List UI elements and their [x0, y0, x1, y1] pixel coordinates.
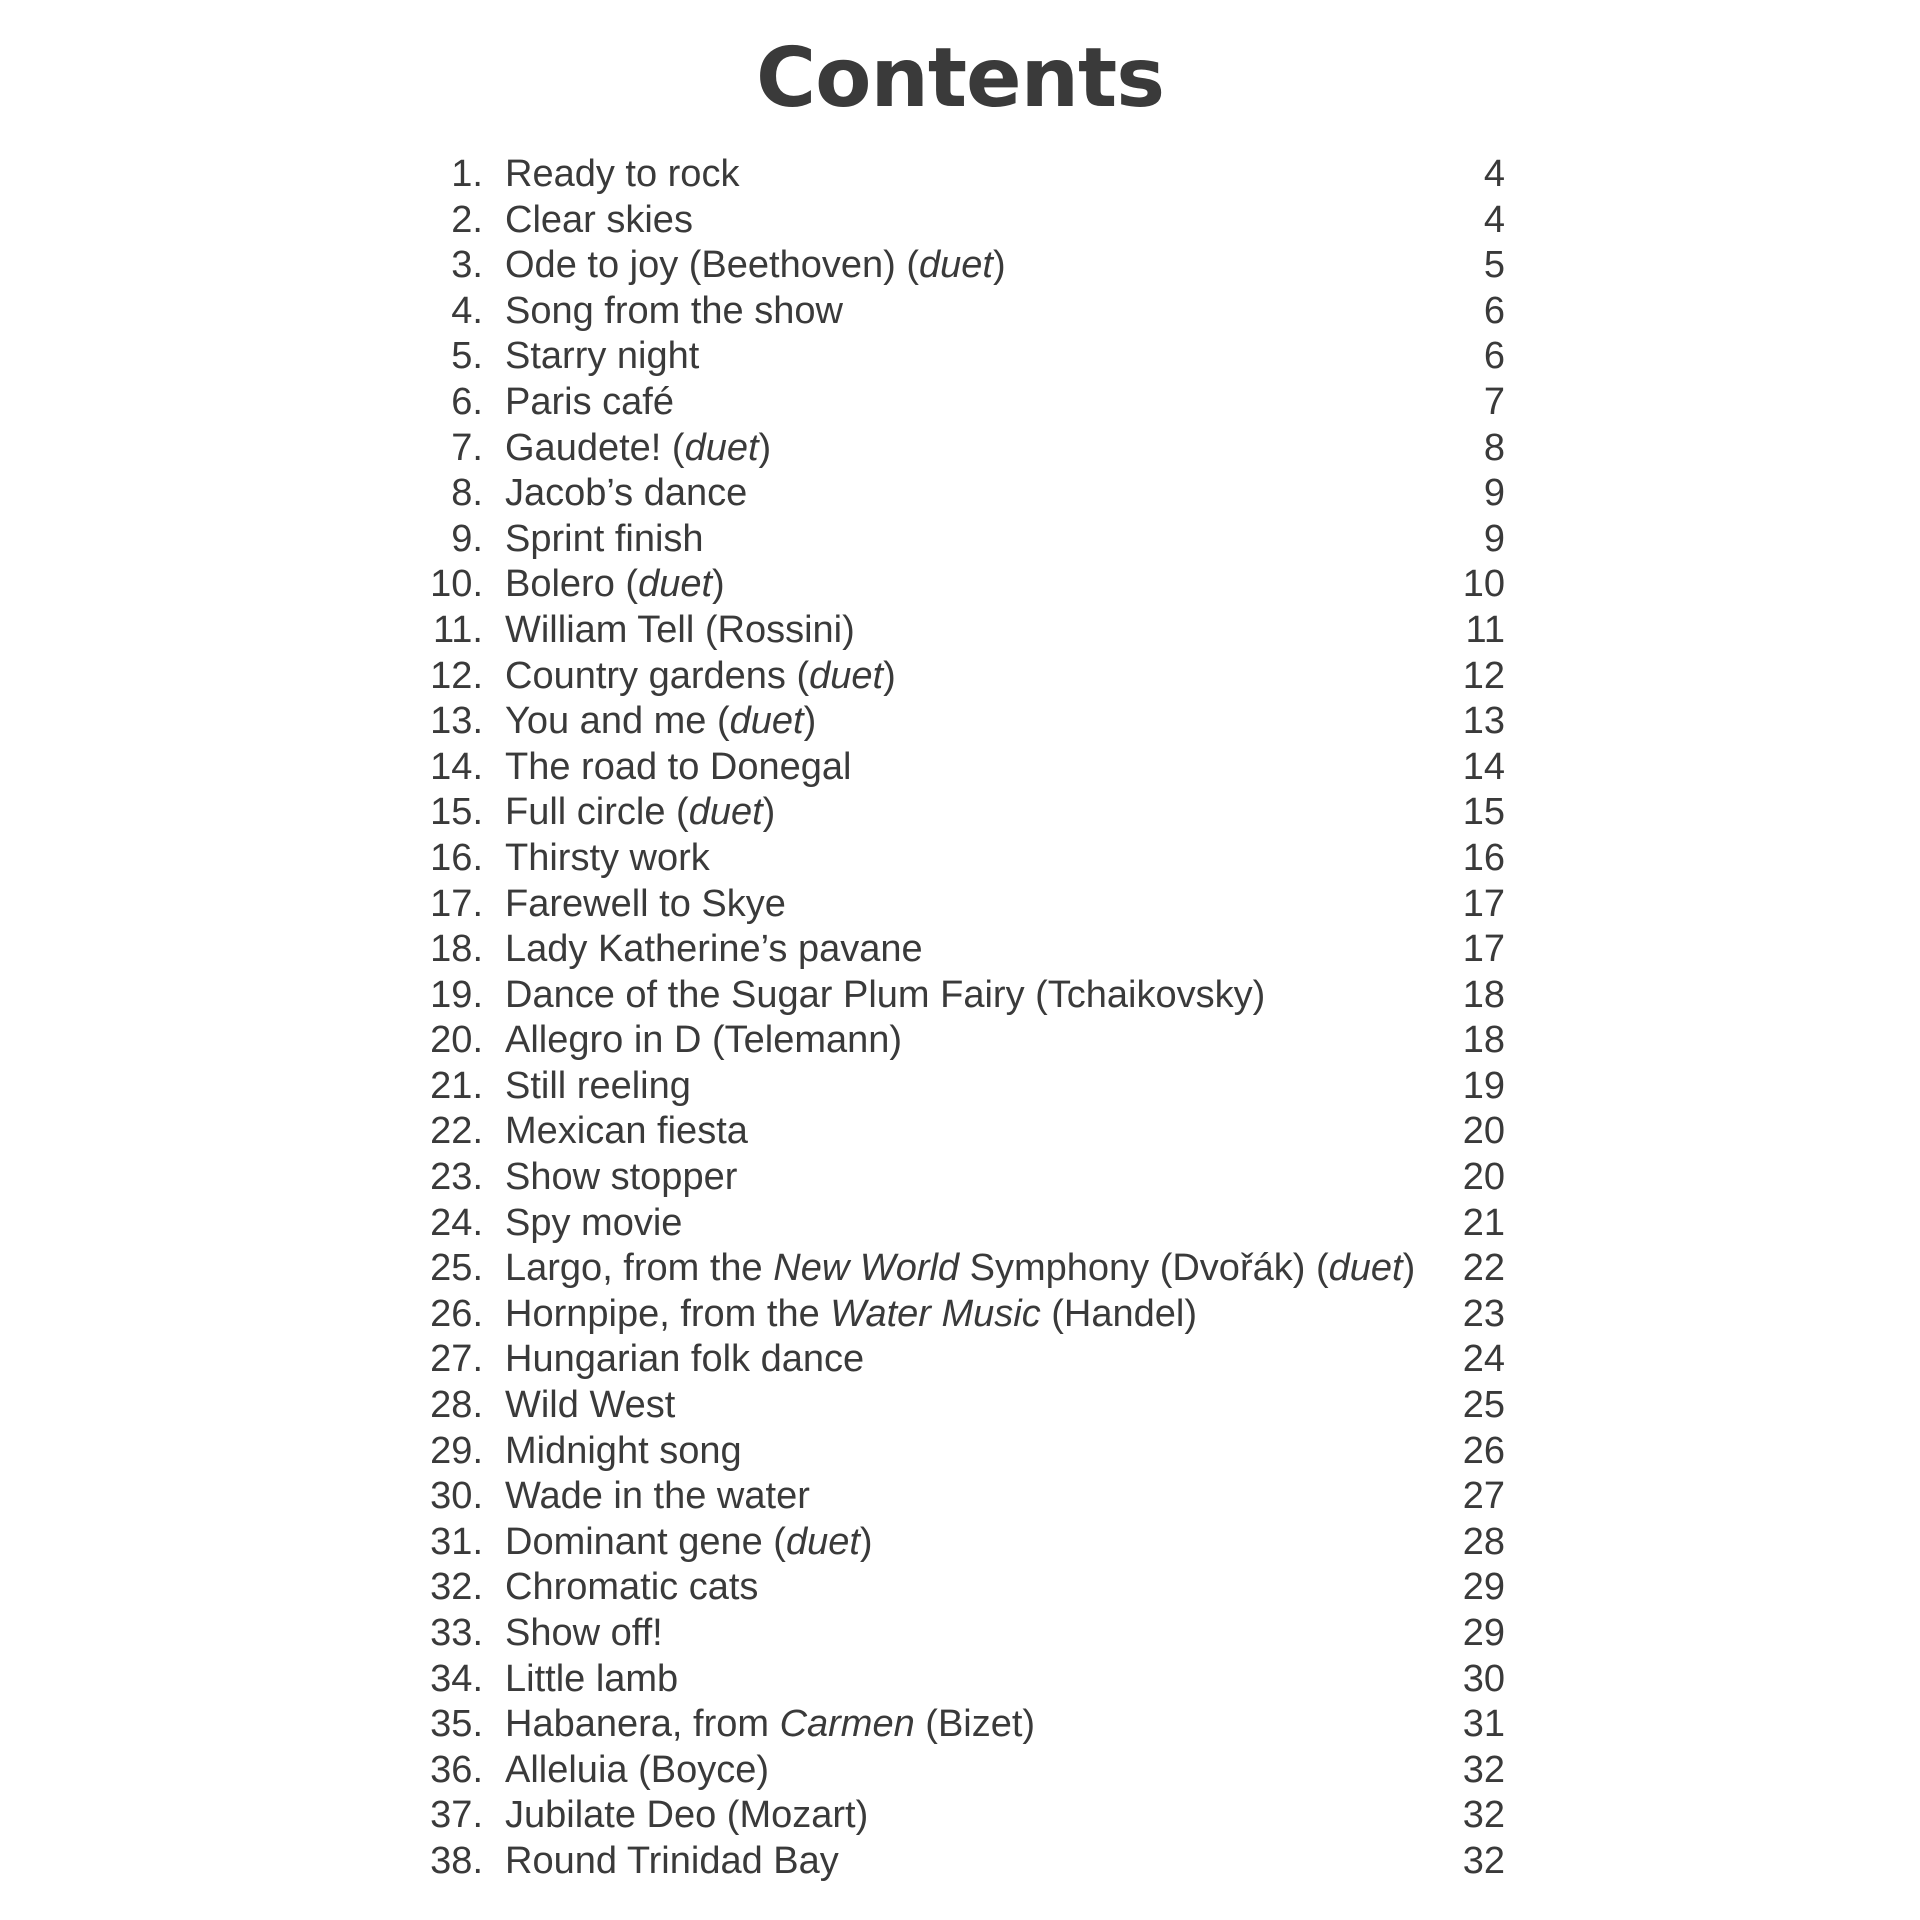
- entry-title-text: Mexican fiesta: [505, 1110, 748, 1153]
- entry-title: [505, 836, 710, 882]
- entry-page-number: 31: [1462, 1703, 1505, 1746]
- toc-entry: [425, 471, 1505, 517]
- entry-title-italic: Water Music: [830, 1292, 1041, 1335]
- toc-entry: [425, 1702, 1505, 1748]
- entry-number: 37.: [430, 1794, 483, 1837]
- entry-title-italic: Carmen: [779, 1703, 915, 1746]
- entry-number: 15.: [430, 791, 483, 834]
- entry-page-number: 18: [1462, 1019, 1505, 1062]
- entry-number: 7.: [451, 426, 483, 469]
- entry-title-text: Ode to joy (Beethoven) (: [505, 244, 919, 287]
- entry-page-number: 4: [1483, 198, 1505, 241]
- toc-entry: [425, 1839, 1505, 1885]
- entry-title: [505, 1109, 748, 1155]
- toc-entry: [425, 790, 1505, 836]
- entry-title: [505, 198, 693, 244]
- entry-title-text: Wade in the water: [505, 1475, 810, 1518]
- entry-title: [505, 973, 1265, 1019]
- toc-entry: [425, 1748, 1505, 1794]
- toc-entry: [425, 1337, 1505, 1383]
- entry-title-text: ): [803, 700, 817, 743]
- toc-entry: [425, 699, 1505, 745]
- entry-title-text: Largo, from the: [505, 1247, 774, 1290]
- entry-title: [505, 790, 775, 836]
- entry-page-number: 27: [1462, 1475, 1505, 1518]
- entry-title: [505, 1657, 678, 1703]
- entry-title-text: Paris café: [505, 380, 674, 423]
- entry-page-number: 32: [1462, 1794, 1505, 1837]
- entry-title-italic: duet: [684, 426, 759, 469]
- toc-entry: [425, 426, 1505, 472]
- entry-number: 11.: [432, 608, 483, 651]
- toc-entry: [425, 1064, 1505, 1110]
- entry-title-text: Still reeling: [505, 1064, 691, 1107]
- entry-page-number: 24: [1462, 1338, 1505, 1381]
- entry-page-number: 23: [1462, 1292, 1505, 1335]
- toc-entry: [425, 243, 1505, 289]
- entry-title-text: ): [859, 1520, 873, 1563]
- entry-title-text: Gaudete! (: [505, 426, 685, 469]
- entry-title: [505, 1839, 839, 1885]
- entry-number: 32.: [430, 1566, 483, 1609]
- entry-title: [505, 243, 1006, 289]
- entry-page-number: 20: [1462, 1156, 1505, 1199]
- entry-page-number: 15: [1462, 791, 1505, 834]
- entry-page-number: 17: [1462, 882, 1505, 925]
- entry-title-italic: duet: [809, 654, 884, 697]
- toc-entry: [425, 1565, 1505, 1611]
- entry-title-italic: duet: [688, 791, 763, 834]
- toc-entry: [425, 608, 1505, 654]
- entry-page-number: 29: [1462, 1566, 1505, 1609]
- entry-number: 14.: [430, 745, 483, 788]
- toc-entry: [425, 1292, 1505, 1338]
- entry-title: [505, 380, 674, 426]
- entry-title-text: Show stopper: [505, 1156, 738, 1199]
- entry-title-text: Hungarian folk dance: [505, 1338, 865, 1381]
- toc-entry: [425, 654, 1505, 700]
- entry-title-text: Farewell to Skye: [505, 882, 786, 925]
- entry-number: 27.: [430, 1338, 483, 1381]
- entry-page-number: 30: [1462, 1657, 1505, 1700]
- entry-page-number: 6: [1483, 335, 1505, 378]
- entry-title: [505, 1565, 758, 1611]
- entry-page-number: 14: [1462, 745, 1505, 788]
- entry-title-text: Spy movie: [505, 1201, 683, 1244]
- entry-title-text: You and me (: [505, 700, 730, 743]
- entry-title-text: Hornpipe, from the: [505, 1292, 831, 1335]
- entry-title-text: Show off!: [505, 1612, 663, 1654]
- entry-title-text: Habanera, from: [505, 1703, 780, 1746]
- entry-page-number: 32: [1462, 1839, 1505, 1882]
- entry-title: [505, 1611, 663, 1657]
- entry-title-text: Allegro in D (Telemann): [505, 1019, 903, 1062]
- entry-title-text: Dominant gene (: [505, 1520, 786, 1563]
- entry-page-number: 8: [1483, 426, 1505, 469]
- entry-title: [505, 1337, 864, 1383]
- entry-title: [505, 745, 851, 791]
- entry-page-number: 29: [1462, 1612, 1505, 1654]
- entry-title: [505, 1520, 873, 1566]
- toc-entry: [425, 152, 1505, 198]
- entry-title-text: Wild West: [505, 1384, 676, 1427]
- entry-number: 28.: [430, 1384, 483, 1427]
- entry-title-text: Bolero (: [505, 563, 639, 606]
- entry-page-number: 9: [1483, 472, 1505, 515]
- entry-title-text: ): [712, 563, 725, 606]
- entry-page-number: 19: [1462, 1064, 1505, 1107]
- entry-page-number: 28: [1462, 1520, 1505, 1563]
- entry-title-italic: New World: [773, 1247, 960, 1290]
- entry-title-text: Little lamb: [505, 1657, 679, 1700]
- entry-title-text: Full circle (: [505, 791, 689, 834]
- toc-entry: [425, 973, 1505, 1019]
- entry-number: 3.: [451, 244, 483, 287]
- toc-entry: [425, 1109, 1505, 1155]
- entry-title-text: (Bizet): [914, 1703, 1036, 1746]
- entry-title-text: Clear skies: [505, 198, 693, 241]
- entry-number: 8.: [451, 472, 483, 515]
- entry-title: [505, 1201, 682, 1247]
- toc-entry: [425, 1520, 1505, 1566]
- toc-entry: [425, 198, 1505, 244]
- entry-number: 18.: [430, 928, 483, 971]
- entry-page-number: 20: [1462, 1110, 1505, 1153]
- entry-page-number: 17: [1462, 928, 1505, 971]
- entry-number: 36.: [430, 1748, 483, 1791]
- entry-number: 9.: [451, 517, 483, 560]
- entry-number: 22.: [430, 1110, 483, 1153]
- entry-page-number: 9: [1483, 517, 1505, 560]
- entry-title: [505, 1292, 1197, 1338]
- entry-number: 20.: [430, 1019, 483, 1062]
- toc-entry: [425, 836, 1505, 882]
- toc-entry: [425, 1155, 1505, 1201]
- entry-page-number: 6: [1483, 289, 1505, 332]
- entry-title: [505, 699, 816, 745]
- toc-entry: [425, 1201, 1505, 1247]
- entry-number: 29.: [430, 1429, 483, 1472]
- entry-title-text: Chromatic cats: [505, 1566, 759, 1609]
- entry-title: [505, 1793, 868, 1839]
- toc-entry: [425, 1474, 1505, 1520]
- entry-title: [505, 1474, 810, 1520]
- toc-entry: [425, 1429, 1505, 1475]
- entry-page-number: 12: [1462, 654, 1505, 697]
- entry-title: [505, 426, 771, 472]
- entry-number: 1.: [451, 153, 483, 195]
- entry-number: 34.: [430, 1657, 483, 1700]
- entry-number: 38.: [430, 1839, 483, 1882]
- entry-title-text: Starry night: [505, 335, 700, 378]
- entry-page-number: 25: [1462, 1384, 1505, 1427]
- entry-title: [505, 1429, 742, 1475]
- toc-entry: [425, 380, 1505, 426]
- entry-title-text: (Handel): [1040, 1292, 1198, 1335]
- toc-entry: [425, 927, 1505, 973]
- entry-title: [505, 1383, 675, 1429]
- toc-entry: [425, 1657, 1505, 1703]
- toc-entry: [425, 562, 1505, 608]
- entry-title-text: Jubilate Deo (Mozart): [505, 1794, 869, 1837]
- entry-number: 13.: [430, 700, 483, 743]
- entry-title-text: ): [1402, 1247, 1416, 1290]
- contents-list: [425, 152, 1505, 1885]
- entry-number: 24.: [430, 1201, 483, 1244]
- entry-number: 26.: [430, 1292, 483, 1335]
- entry-number: 23.: [430, 1156, 483, 1199]
- toc-entry: [425, 1793, 1505, 1839]
- entry-title-text: Lady Katherine’s pavane: [505, 928, 923, 971]
- entry-page-number: 13: [1462, 700, 1505, 743]
- entry-title-italic: duet: [729, 700, 804, 743]
- entry-title-text: Midnight song: [505, 1429, 742, 1472]
- toc-entry: [425, 882, 1505, 928]
- entry-title: [505, 517, 704, 563]
- toc-entry: [425, 334, 1505, 380]
- toc-entry: [425, 517, 1505, 563]
- entry-title-text: Song from the show: [505, 289, 843, 332]
- entry-page-number: 10: [1462, 563, 1505, 606]
- entry-page-number: 16: [1462, 836, 1505, 879]
- toc-entry: [425, 745, 1505, 791]
- entry-number: 31.: [430, 1520, 483, 1563]
- entry-title-italic: duet: [785, 1520, 860, 1563]
- entry-page-number: 26: [1462, 1429, 1505, 1472]
- entry-title-text: Symphony (Dvořák) (: [959, 1247, 1329, 1290]
- entry-page-number: 11: [1465, 608, 1505, 651]
- entry-title: [505, 927, 923, 973]
- entry-title-text: ): [762, 791, 776, 834]
- entry-number: 19.: [430, 973, 483, 1016]
- entry-number: 4.: [451, 289, 483, 332]
- entry-title-italic: duet: [1328, 1247, 1403, 1290]
- entry-page-number: 4: [1483, 153, 1505, 195]
- entry-title: [505, 654, 896, 700]
- entry-title: [505, 471, 747, 517]
- entry-title-italic: duet: [919, 244, 993, 287]
- entry-title-text: Thirsty work: [505, 836, 710, 879]
- entry-page-number: 18: [1462, 973, 1505, 1016]
- entry-title: [505, 1246, 1415, 1292]
- entry-number: 5.: [451, 335, 483, 378]
- entry-title: [505, 882, 786, 928]
- entry-number: 33.: [430, 1612, 483, 1654]
- entry-number: 2.: [451, 198, 483, 241]
- toc-entry: [425, 1383, 1505, 1429]
- entry-title: [505, 1748, 769, 1794]
- entry-page-number: 7: [1483, 380, 1505, 423]
- toc-entry: [425, 1611, 1505, 1657]
- entry-title: [505, 152, 739, 198]
- entry-title: [505, 1155, 737, 1201]
- entry-number: 10.: [430, 563, 483, 606]
- entry-title-text: ): [992, 244, 1006, 287]
- entry-page-number: 5: [1483, 244, 1505, 287]
- page-title: Contents: [755, 31, 1165, 126]
- entry-number: 6.: [451, 380, 483, 423]
- entry-title-text: Sprint finish: [505, 517, 704, 560]
- entry-number: 21.: [430, 1064, 483, 1107]
- entry-number: 25.: [430, 1247, 483, 1290]
- toc-entry: [425, 289, 1505, 335]
- entry-title-text: ): [758, 426, 772, 469]
- entry-title-text: ): [883, 654, 896, 697]
- entry-title-text: Round Trinidad Bay: [505, 1839, 839, 1882]
- entry-title: [505, 1702, 1035, 1748]
- entry-page-number: 21: [1462, 1201, 1505, 1244]
- entry-number: 17.: [430, 882, 483, 925]
- entry-number: 16.: [430, 836, 483, 879]
- entry-title: [505, 608, 855, 654]
- entry-title: [505, 1064, 691, 1110]
- entry-title-text: Alleluia (Boyce): [505, 1748, 769, 1791]
- entry-title-text: Ready to rock: [505, 153, 740, 195]
- entry-title-text: Dance of the Sugar Plum Fairy (Tchaikovsky): [505, 973, 1266, 1016]
- entry-title: [505, 1018, 902, 1064]
- entry-number: 35.: [430, 1703, 483, 1746]
- toc-entry: [425, 1246, 1505, 1292]
- toc-entry: [425, 1018, 1505, 1064]
- entry-title: [505, 334, 699, 380]
- entry-page-number: 22: [1462, 1247, 1505, 1290]
- entry-title-italic: duet: [638, 563, 713, 606]
- entry-title-text: Jacob’s dance: [505, 472, 748, 515]
- entry-title-text: Country gardens (: [505, 654, 810, 697]
- entry-number: 12.: [430, 654, 483, 697]
- entry-title: [505, 562, 725, 608]
- entry-title-text: The road to Donegal: [505, 745, 852, 788]
- entry-title: [505, 289, 843, 335]
- entry-title-text: William Tell (Rossini): [505, 608, 855, 651]
- entry-number: 30.: [430, 1475, 483, 1518]
- entry-page-number: 32: [1462, 1748, 1505, 1791]
